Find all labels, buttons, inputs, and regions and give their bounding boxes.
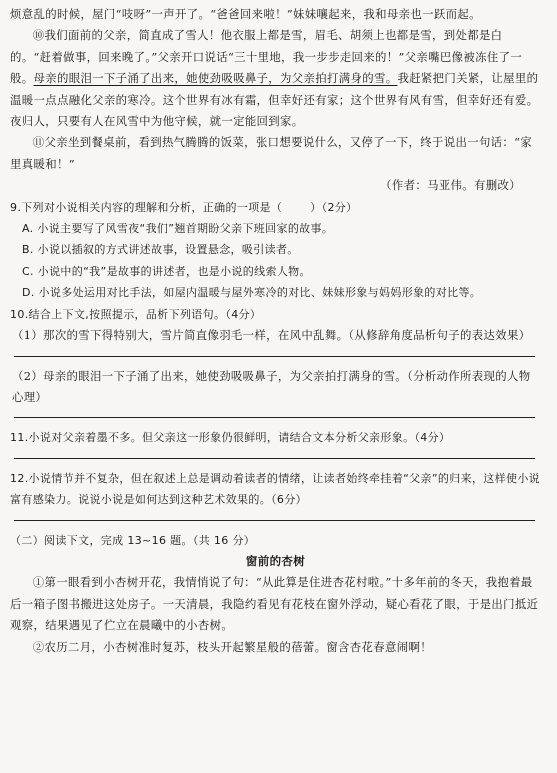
article-paragraph-2: ②农历二月，小杏树准时复苏，枝头开起繁星般的蓓蕾。窗含杏花春意闹啊！	[32, 639, 432, 654]
question-12-answer-line[interactable]	[14, 520, 535, 521]
question-9-option-d: D. 小说多处运用对比手法，如屋内温暖与屋外寒冷的对比、妹妹形象与妈妈形象的对比等。	[22, 286, 482, 300]
question-10-2-answer-line[interactable]	[14, 417, 535, 418]
article-paragraph-1: ①第一眼看到小杏树开花，我情悄说了句：“从此算是住进杏花村啦。”十多年前的冬天，我抱着最后一箱子图书搬进这处房子。一天清晨，我隐约看见有花枝在窗外浮动，疑心看花了眼，于是出门抵近观察，结果遇见了伫立在晨曦中的小杏树。	[10, 575, 539, 633]
question-11-answer-line[interactable]	[14, 458, 535, 459]
story-underlined-sentence: 母亲的眼泪一下子涌了出来，她使劲吸吸鼻子，为父亲拍打满身的雪。	[33, 71, 398, 86]
story-paragraph-9-end: 烦意乱的时候，屋门“吱呀”一声开了。“爸爸回来啦！”妹妹嚷起来，我和母亲也一跃而起。	[10, 7, 481, 21]
story-paragraph-11: ⑪父亲坐到餐桌前，看到热气腾腾的饭菜，张口想要说什么，又停了一下，终于说出一句话：“家里真暖和！”	[10, 135, 533, 171]
story-paragraph-10-text-a: ⑩我们面前的父亲，简直成了雪人！他衣服上都是雪，眉毛、胡须上也都是雪，到处都是白的。“赶着做事，回来晚了。”父亲开口说话“三十里地，我一步步走回来的！”父亲嘴巴像被冻住了一般。	[10, 28, 523, 86]
question-9-option-a: A. 小说主要写了风雪夜“我们”翘首期盼父亲下班回家的故事。	[22, 222, 334, 236]
question-9-stem-end: ）（2分）	[310, 200, 358, 214]
question-9-option-b: B. 小说以插叙的方式讲述故事，设置悬念，吸引读者。	[22, 243, 299, 257]
question-9-option-c: C. 小说中的“我”是故事的讲述者，也是小说的线索人物。	[22, 264, 311, 278]
story-paragraph-10	[10, 25, 541, 132]
article-title: 窗前的杏树	[245, 553, 306, 568]
question-12-stem: 12.小说情节并不复杂，但在叙述上总是调动着读者的情绪，让读者始终牵挂着“父亲”的归来，这样使小说富有感染力。说说小说是如何达到这种艺术效果的。（6分）	[10, 471, 541, 507]
question-11-stem: 11.小说对父亲着墨不多。但父亲这一形象仍很鲜明，请结合文本分析父亲形象。（4分）	[10, 431, 451, 445]
question-9-stem-text: 9.下列对小说相关内容的理解和分析，正确的一项是（	[10, 200, 283, 214]
question-10-stem: 10.结合上下文,按照提示，品析下列语句。（4分）	[10, 307, 262, 321]
question-10-1-answer-line[interactable]	[14, 356, 535, 357]
section-2-heading: （二）阅读下文，完成 13~16 题。（共 16 分）	[10, 533, 256, 547]
question-10-sub-2: （2）母亲的眼泪一下子涌了出来，她使劲吸吸鼻子，为父亲拍打满身的雪。（分析动作所表现的人物心理）	[12, 368, 531, 404]
story-author: （作者：马亚伟。有删改）	[380, 178, 521, 193]
question-10-sub-1: （1）那次的雪下得特别大，雪片简直像羽毛一样，在风中乱舞。（从修辞角度品析句子的表达效果）	[12, 328, 531, 343]
question-9-stem	[10, 197, 541, 218]
story-paragraph-10-text-b: 我赶紧把门关紧，让屋里的温暖一点点融化父亲的寒冷。这个世界有冰有霜，但幸好还有家；这个世界有风有雪，但幸好还有爱。夜归人，只要有人在风雪中为他守候，就一定能回到家。	[10, 71, 539, 129]
